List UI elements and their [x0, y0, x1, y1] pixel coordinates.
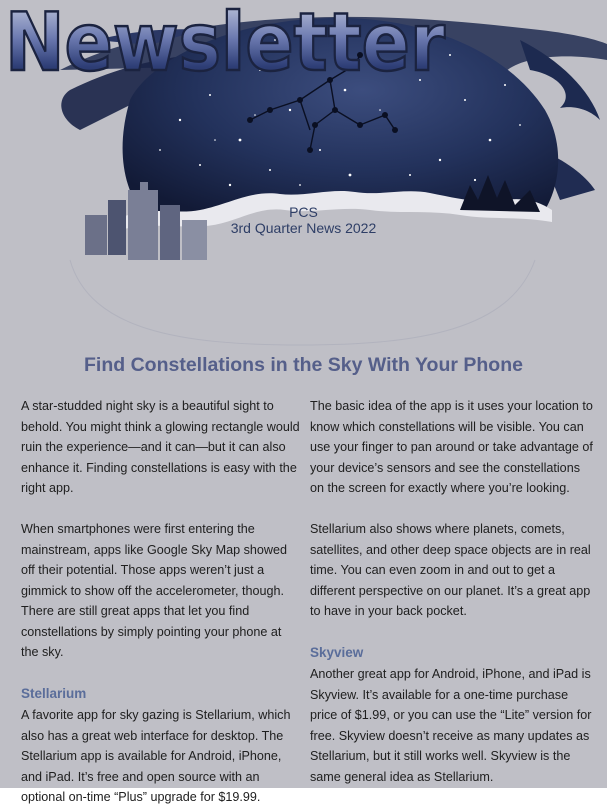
skyview-heading: Skyview: [310, 645, 364, 660]
hero-night-sky-illustration: [0, 0, 607, 345]
stellarium-heading: Stellarium: [21, 686, 87, 701]
issue-edition: 3rd Quarter News 2022: [230, 220, 377, 236]
skyview-paragraph: Another great app for Android, iPhone, and iPad is Skyview. It’s available for a one-time purchase price of $1.99, or you can use the “Lite” version for free. Skyview doesn’t receive as many updates as Stellarium, but it still works well. Skyview is the same general idea as Stellarium.: [310, 667, 592, 784]
article-headline: Find Constellations in the Sky With Your Phone: [84, 354, 523, 376]
newsletter-wordmark: [0, 0, 450, 89]
history-paragraph: When smartphones were first entering the mainstream, apps like Google Sky Map showed off their potential. Those apps weren’t just a gimmick to show off the accelerometer, though. There are still great apps that let you find constellations by simply pointing your phone at the sky.: [21, 522, 287, 659]
intro-paragraph: A star-studded night sky is a beautiful sight to behold. You might think a glowing rectangle would ruin the experience—and it can—but it can also enhance it. Finding constellations is easy with the right app.: [21, 399, 300, 495]
wordmark-text: Newsletter: [5, 0, 446, 89]
left-column: [21, 396, 301, 808]
organization-name: PCS: [289, 204, 318, 220]
app-basics-paragraph: The basic idea of the app is it uses your location to know which constellations will be visible. You can use your finger to pan around or take advantage of your device’s sensors and see the constellations on the screen for exactly where you’re looking.: [310, 399, 593, 495]
right-column: [310, 396, 595, 787]
stellarium-features-paragraph: Stellarium also shows where planets, comets, satellites, and other deep space objects are in real time. You can even zoom in and out to get a different perspective on our planet. It’s a great app to have in your back pocket.: [310, 522, 591, 618]
stellarium-paragraph: A favorite app for sky gazing is Stellarium, which also has a great web interface for desktop. The Stellarium app is available for Android, iPhone, and iPad. It’s free and open source with an optional on-time “Plus” upgrade for $19.99.: [21, 708, 291, 804]
